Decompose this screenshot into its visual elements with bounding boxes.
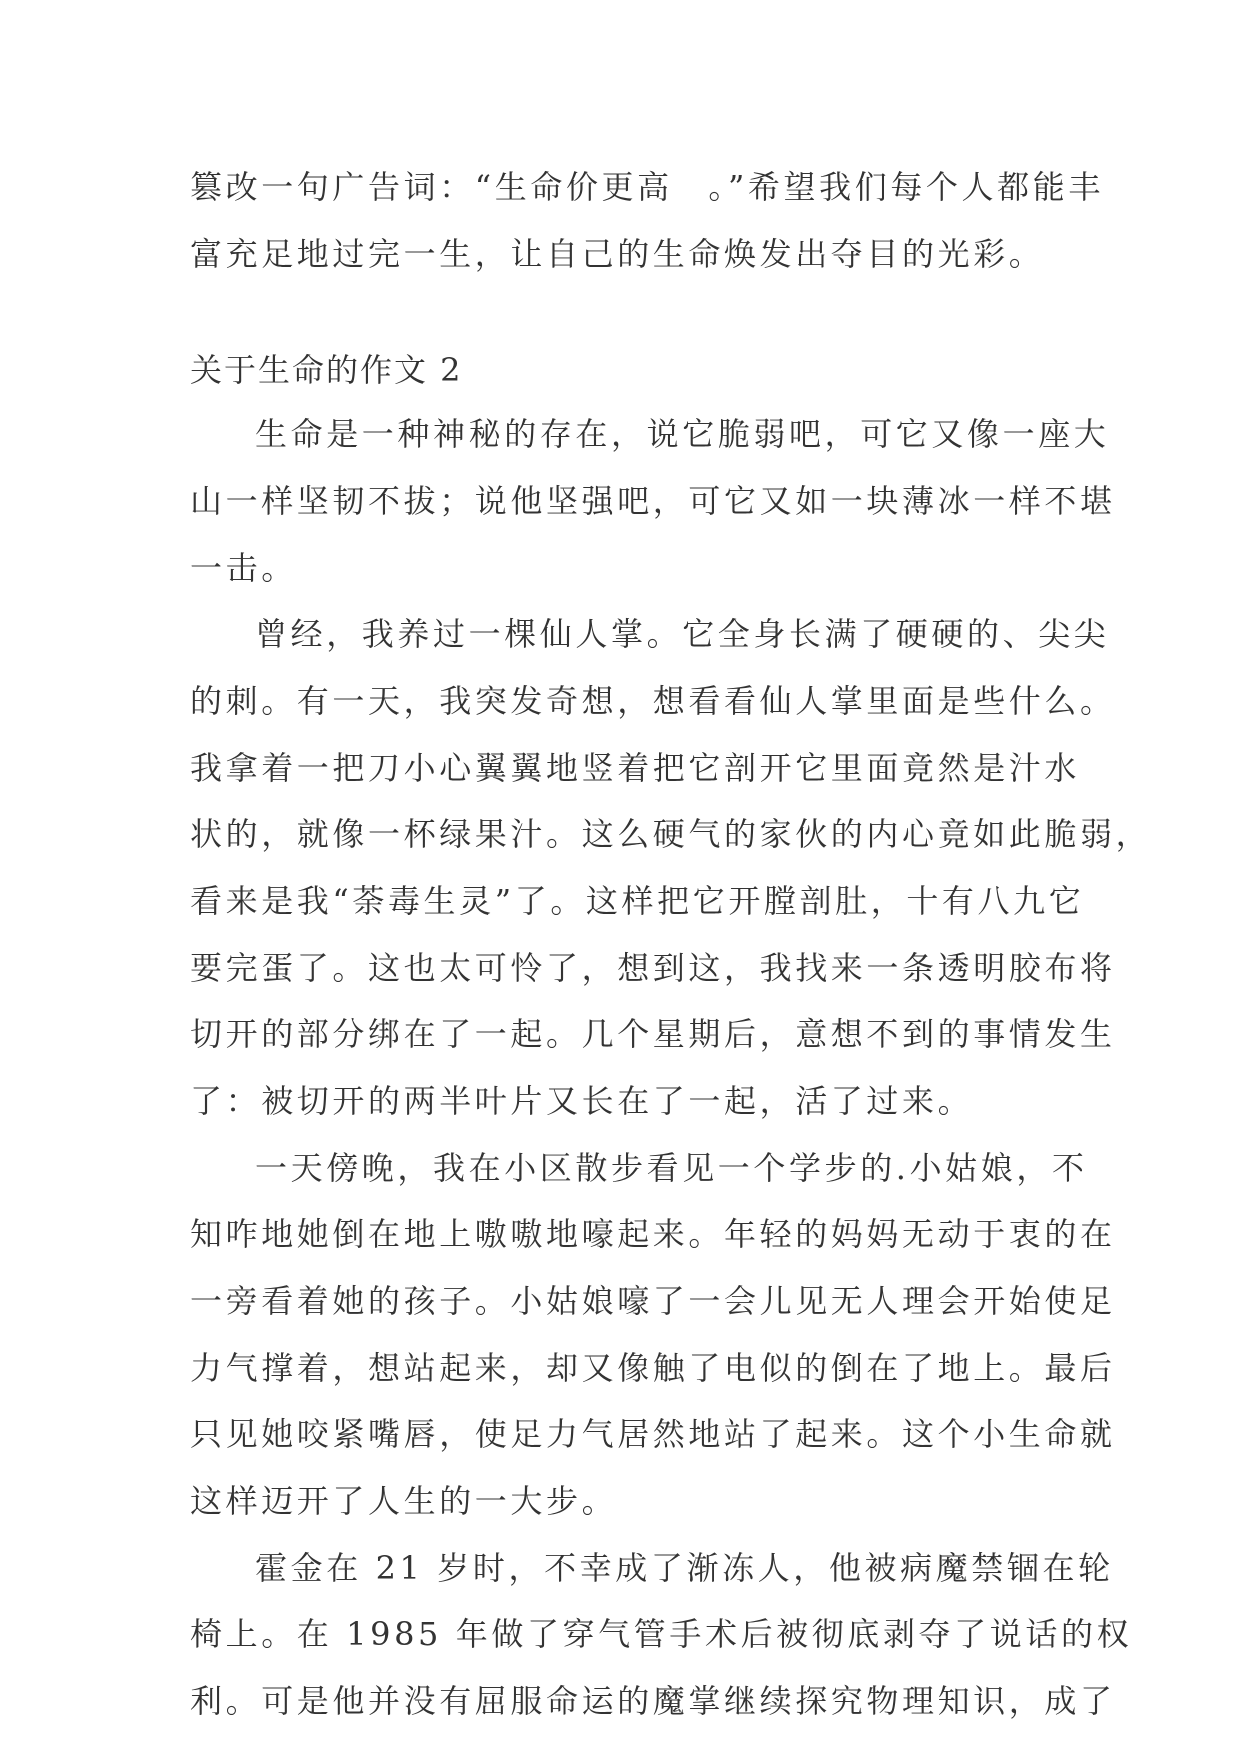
paragraph-line: 曾经，我养过一棵仙人掌。它全身长满了硬硬的、尖尖: [255, 615, 1110, 653]
paragraph-line: 一旁看着她的孩子。小姑娘嚎了一会儿见无人理会开始使足: [190, 1282, 1116, 1320]
paragraph-line: 切开的部分绑在了一起。几个星期后，意想不到的事情发生: [190, 1015, 1116, 1053]
paragraph-line: 一天傍晚，我在小区散步看见一个学步的.小姑娘，不: [255, 1149, 1088, 1187]
paragraph-line: 只见她咬紧嘴唇，使足力气居然地站了起来。这个小生命就: [190, 1415, 1116, 1453]
paragraph-line: 要完蛋了。这也太可怜了，想到这，我找来一条透明胶布将: [190, 949, 1116, 987]
text-line: 富充足地过完一生，让自己的生命焕发出夺目的光彩。: [190, 235, 1045, 273]
paragraph-line: 霍金在 21 岁时，不幸成了渐冻人，他被病魔禁锢在轮: [255, 1549, 1114, 1587]
paragraph-line: 利。可是他并没有屈服命运的魔掌继续探究物理知识，成了: [190, 1682, 1116, 1720]
paragraph-line: 椅上。在 1985 年做了穿气管手术后被彻底剥夺了说话的权: [190, 1615, 1133, 1653]
section-title: 关于生命的作文 2: [190, 351, 463, 389]
paragraph-line: 了：被切开的两半叶片又长在了一起，活了过来。: [190, 1082, 974, 1120]
paragraph-line: 生命是一种神秘的存在，说它脆弱吧，可它又像一座大: [255, 415, 1110, 453]
paragraph-line: 力气撑着，想站起来，却又像触了电似的倒在了地上。最后: [190, 1349, 1116, 1387]
paragraph-line: 这样迈开了人生的一大步。: [190, 1482, 618, 1520]
text-line: 篡改一句广告词：“生命价更高 。”希望我们每个人都能丰: [190, 168, 1104, 206]
paragraph-line: 一击。: [190, 549, 297, 587]
paragraph-line: 状的，就像一杯绿果汁。这么硬气的家伙的内心竟如此脆弱，: [190, 815, 1152, 853]
paragraph-line: 我拿着一把刀小心翼翼地竖着把它剖开它里面竟然是汁水: [190, 749, 1081, 787]
paragraph-line: 看来是我“荼毒生灵”了。这样把它开膛剖肚，十有八九它: [190, 882, 1085, 920]
paragraph-line: 知咋地她倒在地上嗷嗷地嚎起来。年轻的妈妈无动于衷的在: [190, 1215, 1116, 1253]
paragraph-line: 山一样坚韧不拔；说他坚强吧，可它又如一块薄冰一样不堪: [190, 482, 1116, 520]
paragraph-line: 的刺。有一天，我突发奇想，想看看仙人掌里面是些什么。: [190, 682, 1116, 720]
